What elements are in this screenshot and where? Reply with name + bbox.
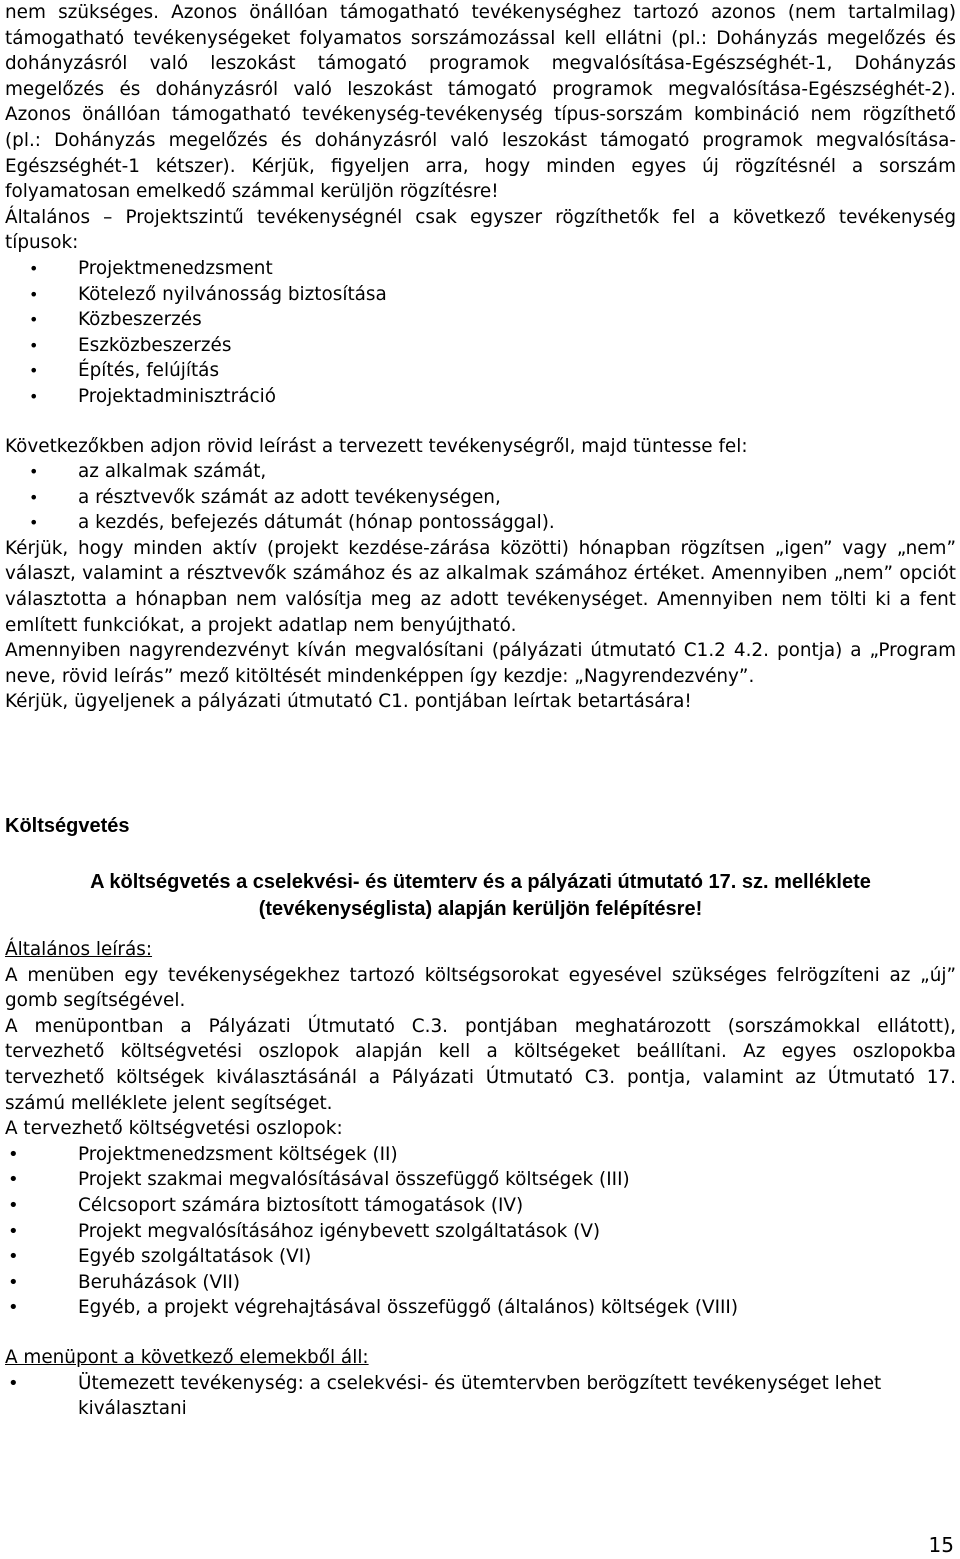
list-item: • Projektadminisztráció (5, 384, 956, 410)
menu-label (5, 1345, 956, 1371)
budget-columns-list (5, 1142, 956, 1321)
list-item: • Projekt szakmai megvalósításával összefüggő költségek (III) (5, 1167, 956, 1193)
spacer (5, 1321, 956, 1345)
list-item: • az alkalmak számát, (5, 459, 956, 485)
menu-items-list (5, 1371, 956, 1422)
compliance-paragraph: Kérjük, ügyeljenek a pályázati útmutató C1. pontjában leírtak betartására! (5, 691, 692, 713)
list-item: • Projekt megvalósításához igénybevett szolgáltatások (V) (5, 1219, 956, 1245)
list-item: • a kezdés, befejezés dátumát (hónap pontossággal). (5, 510, 956, 536)
list-item: • Projektmenedzsment (5, 256, 956, 282)
general-paragraph: Általános – Projektszintű tevékenységnél csak egyszer rögzíthetők fel a következő tevékenység típusok: (5, 206, 956, 254)
activity-months-paragraph: Kérjük, hogy minden aktív (projekt kezdése-zárása közötti) hónapban rögzítsen „igen” vagy „nem” választ, valamint a résztvevők számához és az alkalmak számához értéket. Amennyiben „nem” opciót választotta a hónapban nem valósítja meg az adott tevékenységet. Amennyiben nem tölti ki a fent említett funkciókat, a projekt adatlap nem benyújtható. (5, 537, 956, 636)
intro-paragraph: nem szükséges. Azonos önállóan támogatható tevékenységhez tartozó azonos (nem tartalmilag) támogatható tevékenységeket folyamatos sorszámozással kell ellátni (pl.: Dohányzás megelőzés és dohányzásról való leszokást támogató programok megvalósítása-Egészséghét-1, Dohányzás megelőzés és dohányzásról való leszokást támogató programok megvalósítása-Egészséghét-2). Azonos önállóan támogatható tevékenység-tevékenység típus-sorszám kombináció nem rögzíthető (pl.: Dohányzás megelőzés és dohányzásról való leszokást támogató programok megvalósítása-Egészséghét-1 kétszer). Kérjük, figyeljen arra, hogy minden egyes új rögzítésnél a sorszám folyamatosan emelkedő számmal kerüljön rögzítésre! (5, 2, 956, 203)
list-item: • Eszközbeszerzés (5, 333, 956, 359)
activity-type-list (5, 256, 956, 410)
list-item: • Építés, felújítás (5, 358, 956, 384)
budget-paragraph-1: A menüben egy tevékenységekhez tartozó költségsorokat egyesével szükséges felrögzíteni az „új” gomb segítségével. (5, 964, 956, 1012)
document-page (5, 0, 956, 1422)
large-event-paragraph: Amennyiben nagyrendezvényt kíván megvalósítani (pályázati útmutató C1.2 4.2. pontja) a „Program neve, rövid leírás” mező kitöltését mindenképpen így kezdje: „Nagyrendezvény”. (5, 640, 956, 687)
list-item: • Beruházások (VII) (5, 1270, 956, 1296)
list-item: • a résztvevők számát az adott tevékenységen, (5, 485, 956, 511)
list-item: • Közbeszerzés (5, 307, 956, 333)
list-item: • Ütemezett tevékenység: a cselekvési- és ütemtervben berögzített tevékenységet lehet kiválasztani (5, 1371, 956, 1422)
list-item: • Célcsoport számára biztosított támogatások (IV) (5, 1193, 956, 1219)
section-title-budget: Költségvetés (5, 815, 130, 838)
page-number: 15 (928, 1533, 954, 1557)
list-item: • Kötelező nyilvánosság biztosítása (5, 282, 956, 308)
spacer (5, 410, 956, 434)
budget-paragraph-2: A menüpontban a Pályázati Útmutató C.3. pontjában meghatározott (sorszámokkal ellátott), tervezhető költségvetési oszlopok alapján kell a költségeket beállítani. Az egyes oszlopokba tervezhető költségek kiválasztásánál a Pályázati Útmutató C3. pontja, valamint az Útmutató 17. számú melléklete jelent segítséget. (5, 1015, 956, 1114)
menu-label-text: A menüpont a következő elemekből áll: (5, 1346, 369, 1368)
next-items-list (5, 459, 956, 536)
list-item: • Egyéb szolgáltatások (VI) (5, 1244, 956, 1270)
list-item: • Projektmenedzsment költségek (II) (5, 1142, 956, 1168)
columns-label: A tervezhető költségvetési oszlopok: (5, 1118, 343, 1140)
budget-notice: A költségvetés a cselekvési- és ütemterv és a pályázati útmutató 17. sz. melléklete (tevékenységlista) alapján kerüljön felépítésre! (90, 871, 871, 921)
general-description-label (5, 937, 956, 963)
list-item: • Egyéb, a projekt végrehajtásával összefüggő (általános) költségek (VIII) (5, 1295, 956, 1321)
general-description-label-text: Általános leírás: (5, 939, 153, 961)
next-paragraph: Következőkben adjon rövid leírást a tervezett tevékenységről, majd tüntesse fel: (5, 435, 748, 457)
